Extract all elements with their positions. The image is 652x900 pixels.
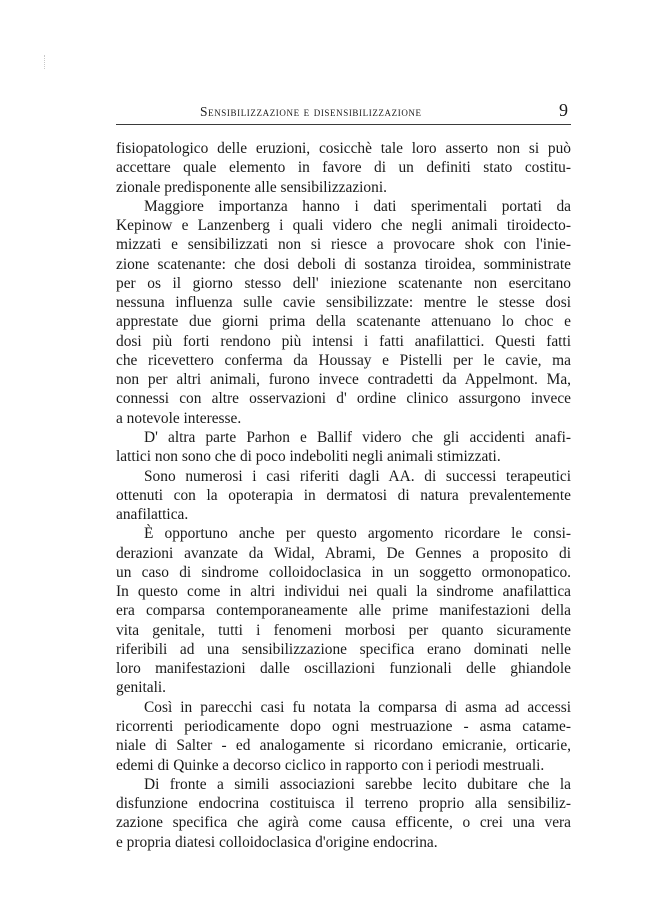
text-line: un caso di sindrome colloidoclasica in un soggetto ormonopatico. <box>116 563 571 581</box>
text-line: vita genitale, tutti i fenomeni morbosi per quanto sicuramente <box>116 621 571 639</box>
text-line: D' altra parte Parhon e Ballif videro che gli accidenti anafi- <box>144 428 571 446</box>
running-head <box>116 100 571 124</box>
paragraph <box>116 524 571 697</box>
text-line: per os il giorno stesso dell' iniezione scatenante non esercitano <box>116 274 571 292</box>
scan-mark <box>44 55 47 69</box>
text-line: era comparsa contemporaneamente alle prime manifestazioni della <box>116 602 571 620</box>
text-line: accettare quale elemento in favore di un definiti stato costitu- <box>116 159 571 177</box>
text-line: È opportuno anche per questo argomento ricordare le consi- <box>144 525 571 543</box>
text-line: Sono numerosi i casi riferiti dagli AA. di successi terapeutici <box>144 467 571 485</box>
text-line: e propria diatesi colloidoclasica d'origine endocrina. <box>116 833 438 851</box>
text-line: lattici non sono che di poco indeboliti negli animali stimizzati. <box>116 448 501 466</box>
text-line: zionale predisponente alle sensibilizzazioni. <box>116 178 387 196</box>
text-line: zione scatenante: che dosi deboli di sostanza tiroidea, somministrate <box>116 255 571 273</box>
paragraph <box>116 698 571 775</box>
text-line: In questo come in altri individui nei quali la sindrome anafilattica <box>116 583 571 601</box>
text-line: Di fronte a simili associazioni sarebbe lecito dubitare che la <box>144 775 571 793</box>
text-line: edemi di Quinke a decorso ciclico in rapporto con i periodi mestruali. <box>116 756 545 774</box>
paragraph <box>116 428 571 467</box>
text-line: apprestate due giorni prima della scatenante attenuano lo choc e <box>116 313 571 331</box>
running-title: Sensibilizzazione e disensibilizzazione <box>200 104 422 119</box>
text-line: niale di Salter - ed analogamente si ricordano emicranie, orticarie, <box>116 737 571 755</box>
text-line: non per altri animali, furono invece contradetti da Appelmont. Ma, <box>116 371 571 389</box>
text-line: fisiopatologico delle eruzioni, cosicchè tale loro asserto non si può <box>116 140 571 157</box>
text-line: Maggiore importanza hanno i dati sperimentali portati da <box>144 197 571 215</box>
text-line: a notevole interesse. <box>116 409 242 427</box>
text-line: zazione specifica che agirà come causa efficente, o crei una vera <box>116 814 571 832</box>
paragraph <box>116 775 571 852</box>
body-text <box>116 139 571 852</box>
text-line: ricorrenti periodicamente dopo ogni mestruazione - asma catame- <box>116 717 571 735</box>
paragraph <box>116 139 571 197</box>
text-line: nessuna influenza sulle cavie sensibilizzate: mentre le stesse dosi <box>116 294 571 312</box>
text-line: Kepinow e Lanzenberg i quali videro che negli animali tiroidecto- <box>116 217 571 235</box>
text-line: anafilattica. <box>116 506 189 524</box>
page-number: 9 <box>559 100 568 120</box>
text-line: Così in parecchi casi fu notata la comparsa di asma ad accessi <box>144 698 571 716</box>
paragraph <box>116 197 571 428</box>
text-line: mizzati e sensibilizzati non si riesce a provocare shok con l'inie- <box>116 236 571 254</box>
text-line: derazioni avanzate da Widal, Abrami, De Gennes a proposito di <box>116 544 571 562</box>
text-line: dosi più forti rendono più intensi i fatti anafilattici. Questi fatti <box>116 332 571 350</box>
paragraph <box>116 467 571 525</box>
header-rule <box>116 124 571 125</box>
text-line: disfunzione endocrina costituisca il terreno proprio alla sensibiliz- <box>116 795 571 813</box>
text-line: che ricevettero conferma da Houssay e Pistelli per le cavie, ma <box>116 351 571 369</box>
text-line: genitali. <box>116 679 167 697</box>
text-line: ottenuti con la opoterapia in dermatosi di natura prevalentemente <box>116 486 571 504</box>
text-line: loro manifestazioni dalle oscillazioni funzionali delle ghiandole <box>116 660 571 678</box>
text-line: riferibili ad una sensibilizzazione specifica erano dominati nelle <box>116 640 571 658</box>
text-line: connessi con altre osservazioni d' ordine clinico assurgono invece <box>116 390 571 408</box>
